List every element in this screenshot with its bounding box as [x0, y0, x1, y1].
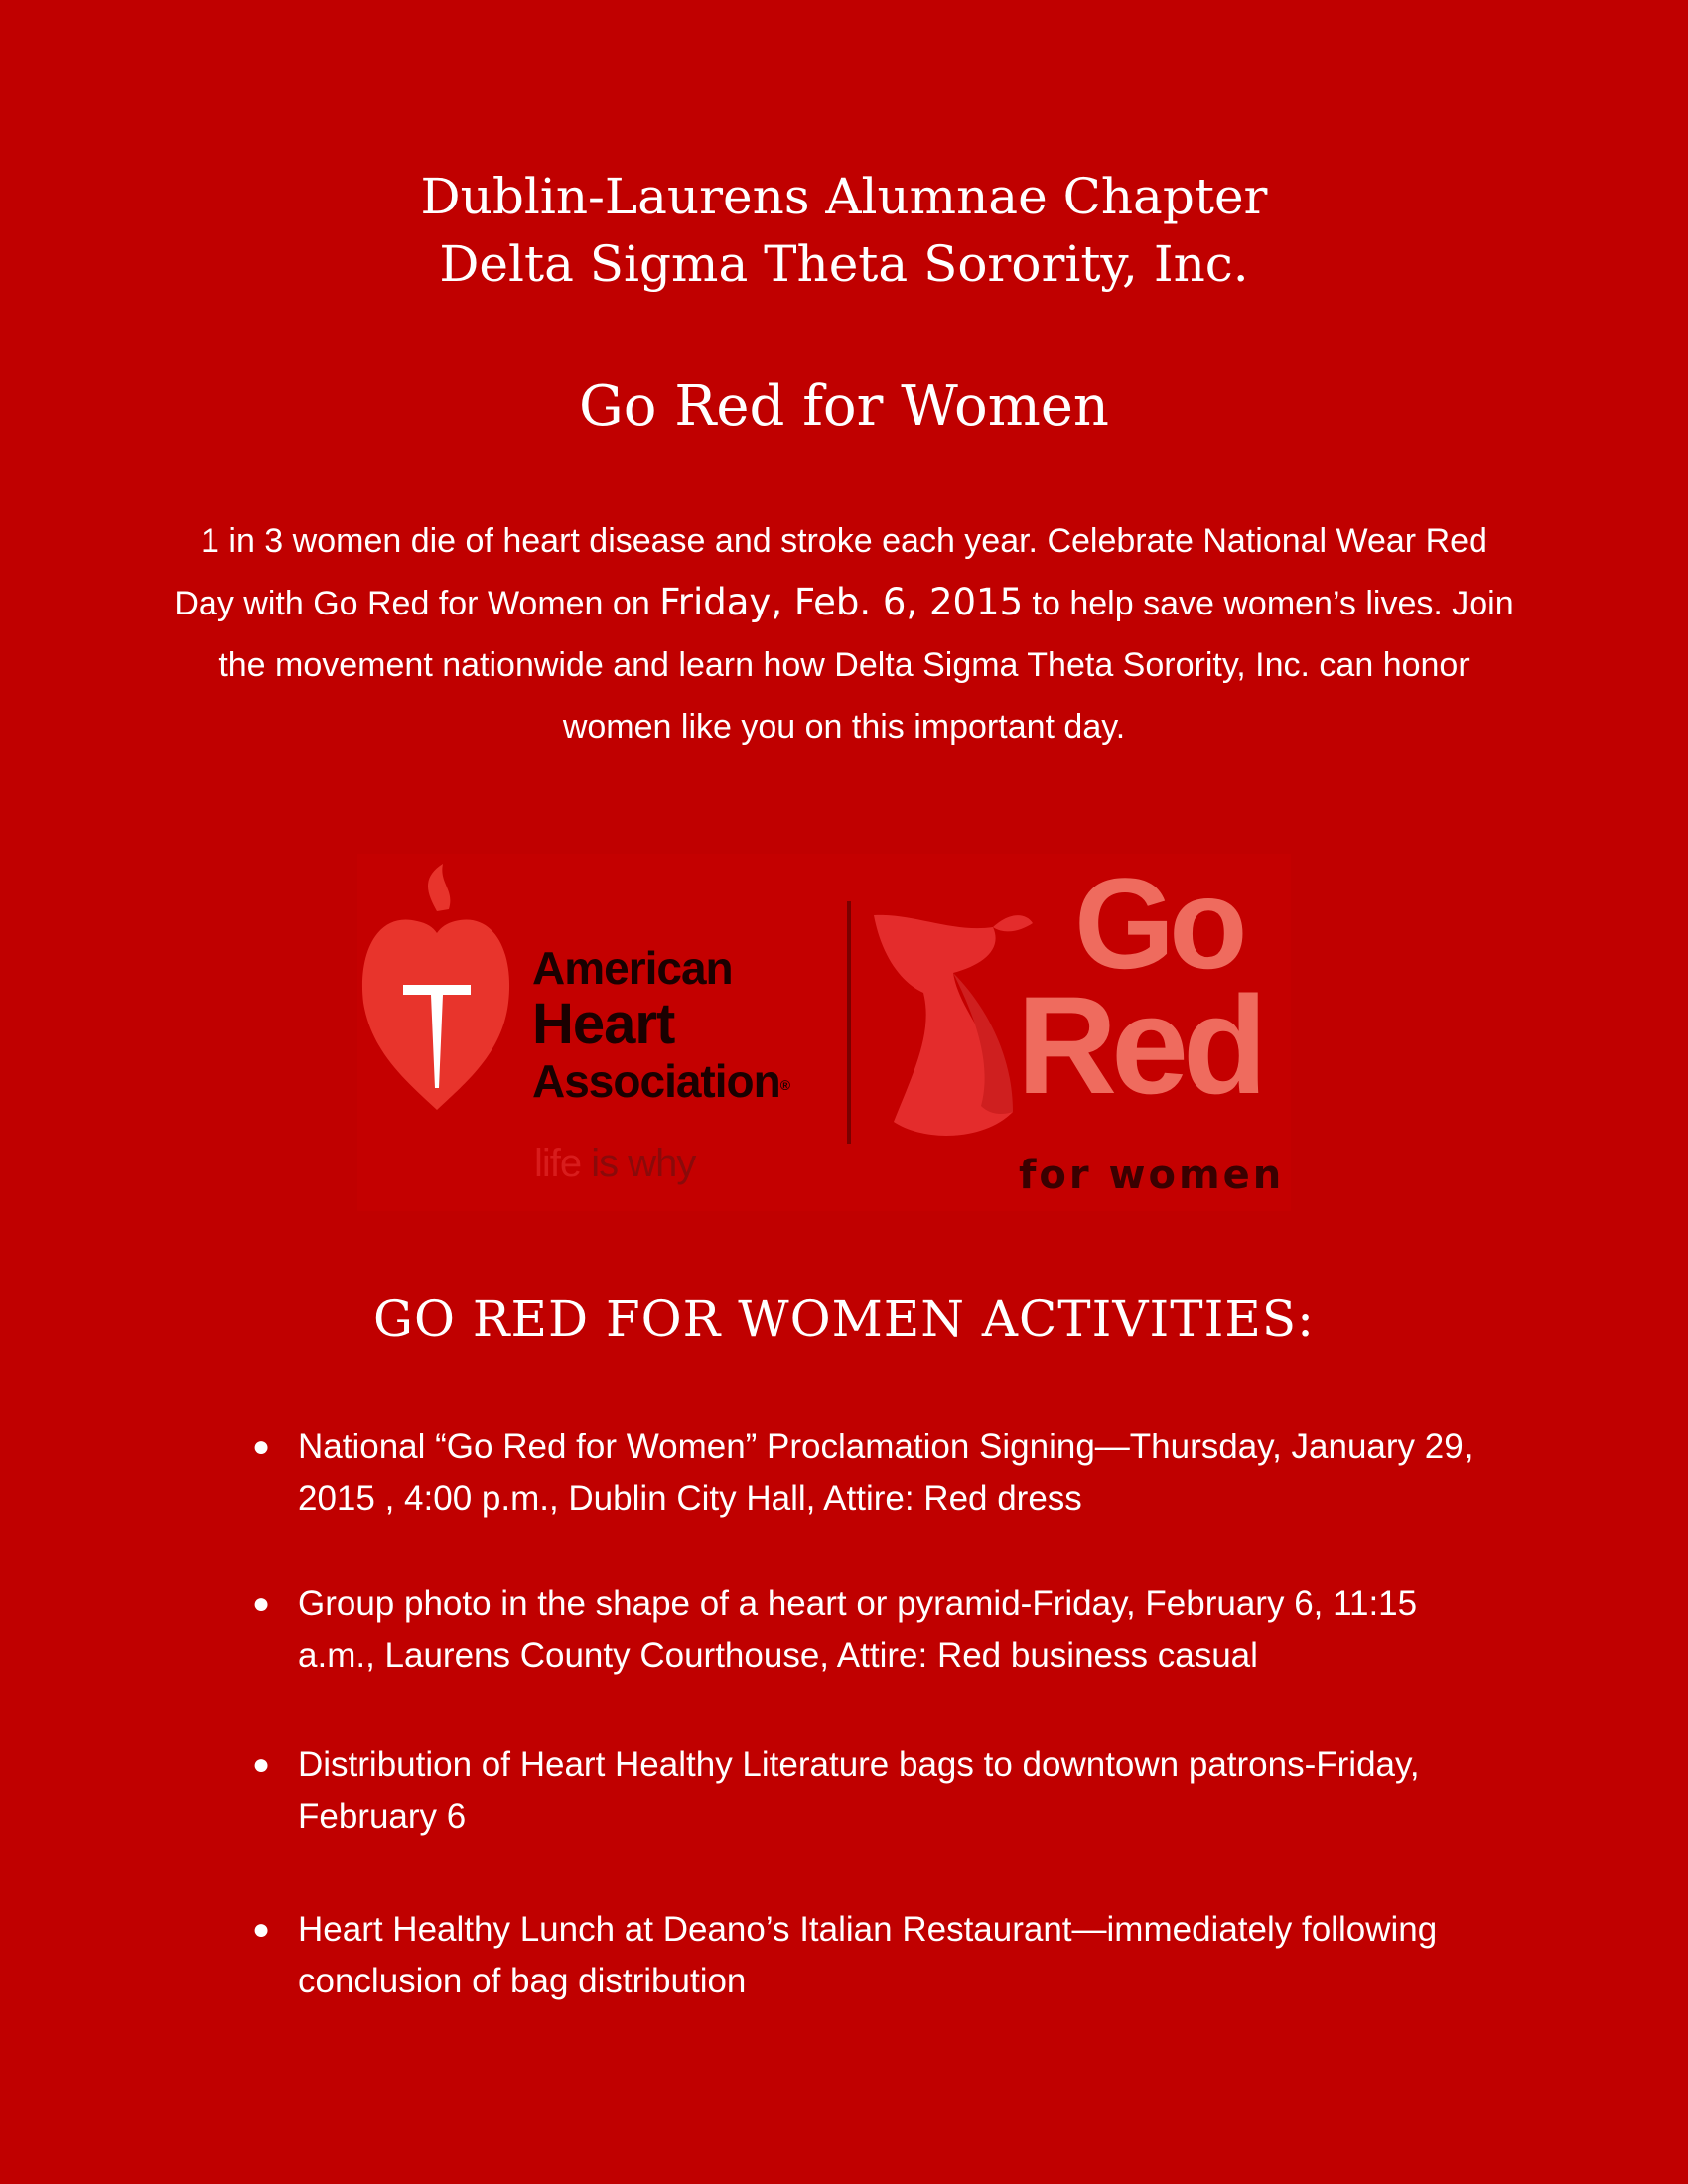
tagline-life: life [534, 1142, 582, 1185]
activity-item [252, 1904, 1489, 2007]
event-date: Friday, Feb. 6, 2015 [659, 581, 1024, 623]
intro-text-end: to help save women’s lives. Join the movement nationwide and learn how Delta Sigma Theta Sorority, Inc. can honor women like you on this important day. [218, 585, 1514, 746]
bullet-icon: ● [252, 1431, 271, 1463]
go-red-wordmark-red: Red [1017, 967, 1262, 1123]
bullet-icon: ● [252, 1587, 271, 1620]
activity-text: Heart Healthy Lunch at Deano’s Italian Restaurant—immediately following conclusion of bag distribution [298, 1910, 1438, 2000]
go-red-wordmark-for-women: for women [1019, 1153, 1285, 1198]
activity-item [252, 1422, 1489, 1525]
sorority-name: Delta Sigma Theta Sorority, Inc. [439, 235, 1249, 293]
activity-item [252, 1578, 1489, 1682]
registered-mark: ® [779, 1076, 790, 1093]
go-red-wordmark-go: Go [1074, 851, 1242, 996]
aha-wordmark-heart: Heart [532, 992, 675, 1056]
aha-wordmark-american: American [532, 942, 733, 994]
bullet-icon: ● [252, 1748, 271, 1781]
activity-text: Group photo in the shape of a heart or pyramid-Friday, February 6, 11:15 a.m., Laurens County Courthouse, Attire: Red business casual [298, 1584, 1418, 1675]
event-title: Go Red for Women [579, 374, 1109, 439]
activities-heading: GO RED FOR WOMEN ACTIVITIES: [373, 1291, 1315, 1348]
bullet-icon: ● [252, 1913, 271, 1946]
intro-text-start: 1 in 3 women die of heart disease and stroke each year. Celebrate National Wear Red Day with Go Red for Women on [174, 522, 1487, 622]
activity-text: Distribution of Heart Healthy Literature bags to downtown patrons-Friday, February 6 [298, 1745, 1420, 1836]
chapter-name: Dublin-Laurens Alumnae Chapter [420, 168, 1268, 225]
aha-wordmark-association-text: Association [532, 1055, 780, 1107]
tagline-is-why: is why [581, 1142, 696, 1185]
activity-item [252, 1739, 1489, 1843]
activity-text: National “Go Red for Women” Proclamation Signing—Thursday, January 29, 2015 , 4:00 p.m., Dublin City Hall, Attire: Red dress [298, 1428, 1474, 1518]
